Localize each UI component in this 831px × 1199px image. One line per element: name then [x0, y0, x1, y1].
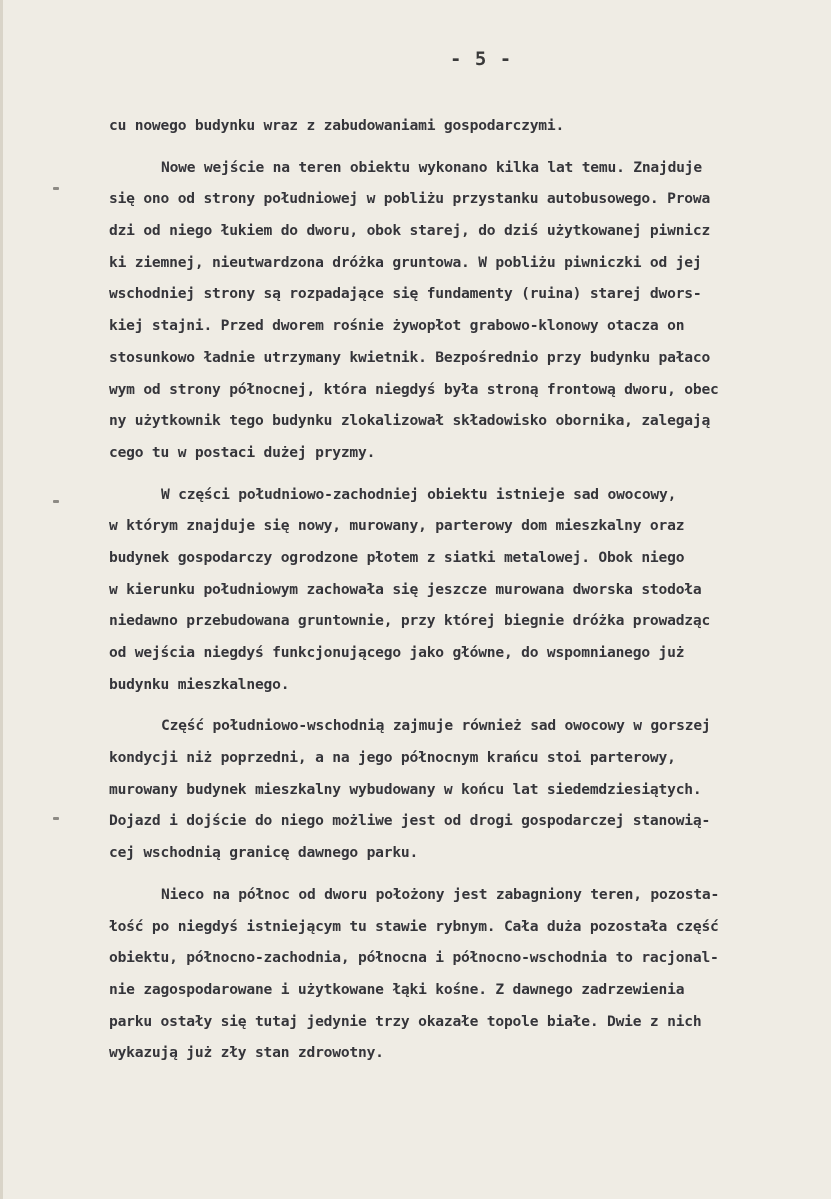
paragraph [109, 110, 821, 142]
paragraph [109, 152, 821, 469]
text-line: Dojazd i dojście do niego możliwe jest od drogi gospodarczej stanowią- [109, 812, 711, 830]
text-line: cej wschodnią granicę dawnego parku. [109, 844, 419, 862]
document-body [109, 110, 821, 1069]
text-line: kiej stajni. Przed dworem rośnie żywopłot grabowo-klonowy otacza on [109, 317, 685, 335]
text-line: ki ziemnej, nieutwardzona dróżka gruntowa. W pobliżu piwniczki od jej [109, 253, 702, 271]
text-line: nie zagospodarowane i użytkowane łąki kośne. Z dawnego zadrzewienia [109, 980, 685, 998]
text-line: cu nowego budynku wraz z zabudowaniami gospodarczymi. [109, 117, 565, 134]
punch-mark [53, 187, 59, 190]
paragraph [109, 879, 821, 1069]
text-line: obiektu, północno-zachodnia, północna i północno-wschodnia to racjonal- [109, 949, 719, 967]
text-line: kondycji niż poprzedni, a na jego północnym krańcu stoi parterowy, [109, 749, 676, 767]
text-line: murowany budynek mieszkalny wybudowany w końcu lat siedemdziesiątych. [109, 780, 702, 798]
text-line: wschodniej strony są rozpadające się fundamenty (ruina) starej dwors- [109, 285, 702, 303]
text-line: cego tu w postaci dużej pryzmy. [109, 443, 376, 461]
text-line: w którym znajduje się nowy, murowany, parterowy dom mieszkalny oraz [109, 517, 685, 535]
text-line: wykazują już zły stan zdrowotny. [109, 1044, 384, 1062]
text-line: wym od strony północnej, która niegdyś była stroną frontową dworu, obec [109, 380, 719, 398]
text-line: budynku mieszkalnego. [109, 675, 290, 693]
text-line: Nowe wejście na teren obiektu wykonano kilka lat temu. Znajduje [161, 158, 702, 176]
text-line: ny użytkownik tego budynku zlokalizował składowisko obornika, zalegają [109, 412, 711, 430]
paragraph-gap [109, 469, 821, 479]
text-line: łość po niegdyś istniejącym tu stawie rybnym. Cała duża pozostała część [109, 917, 719, 935]
text-line: Nieco na północ od dworu położony jest zabagniony teren, pozosta- [161, 885, 720, 903]
page-number: - 5 - [450, 48, 513, 70]
paragraph [109, 479, 821, 701]
paragraph [109, 710, 821, 868]
text-line: parku ostały się tutaj jedynie trzy okazałe topole białe. Dwie z nich [109, 1012, 702, 1030]
paragraph-gap [109, 869, 821, 879]
text-line: się ono od strony południowej w pobliżu przystanku autobusowego. Prowa [109, 190, 711, 208]
paragraph-gap [109, 700, 821, 710]
text-line: budynek gospodarczy ogrodzone płotem z siatki metalowej. Obok niego [109, 548, 685, 566]
text-line: dzi od niego łukiem do dworu, obok starej, do dziś użytkowanej piwnicz [109, 222, 711, 240]
text-line: W części południowo-zachodniej obiektu istnieje sad owocowy, [161, 485, 677, 503]
text-line: od wejścia niegdyś funkcjonującego jako główne, do wspomnianego już [109, 644, 685, 661]
text-line: niedawno przebudowana gruntownie, przy której biegnie dróżka prowadząc [109, 612, 711, 630]
text-line: Część południowo-wschodnią zajmuje również sad owocowy w gorszej [161, 717, 711, 735]
punch-mark [53, 500, 59, 503]
paragraph-gap [109, 142, 821, 152]
text-line: w kierunku południowym zachowała się jeszcze murowana dworska stodoła [109, 580, 702, 598]
punch-mark [53, 817, 59, 820]
text-line: stosunkowo ładnie utrzymany kwietnik. Bezpośrednio przy budynku pałaco [109, 348, 711, 366]
